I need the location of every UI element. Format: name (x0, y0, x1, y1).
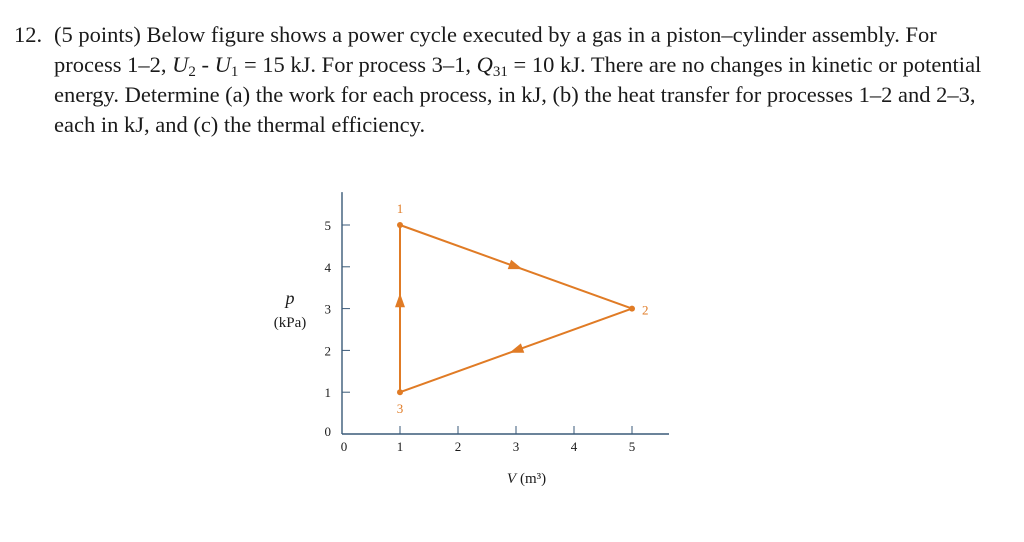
x-tick-label: 5 (628, 439, 636, 454)
axes (325, 192, 670, 454)
state-point-1 (397, 222, 403, 228)
y-axis-unit-label: (kPa) (273, 315, 307, 331)
y-axis-var-label: p (285, 288, 295, 308)
text-segment: a power cycle executed by a gas in a piston–cylinder assembly. For process 1–2, (54, 22, 937, 77)
state-label-2: 2 (642, 302, 649, 318)
x-tick-label: 1 (396, 439, 404, 454)
text-segment: = 10 kJ. There are no changes in kinetic or potential energy. Determine (a) the work for each process, in kJ, (b) the heat transfer for processes 1–2 and 2–3, each in kJ, and (c) the thermal efficiency. (54, 52, 982, 137)
x-tick-label: 4 (570, 439, 578, 454)
axis-labels (274, 288, 546, 487)
problem-lead: (5 points) Below figure shows (54, 22, 327, 47)
state-point-2 (629, 306, 635, 312)
process-arrow-3–1 (395, 293, 405, 307)
y-tick-label: 2 (324, 343, 331, 359)
y-tick-label: 3 (324, 301, 331, 317)
y-tick-label: 1 (324, 385, 331, 401)
var-u2: U (172, 52, 189, 77)
cycle-paths (395, 201, 649, 416)
y-tick-label: 4 (324, 259, 331, 275)
y-tick-label: 5 (324, 218, 331, 233)
x-axis-var-label: V (506, 471, 516, 487)
y-tick-label: 0 (324, 424, 331, 439)
state-label-1: 1 (396, 201, 404, 216)
process-arrow-2–3 (508, 343, 525, 357)
x-tick-label: 3 (512, 439, 520, 454)
sub-u2: 2 (188, 64, 196, 80)
text-segment: = 15 kJ. For process 3–1, (238, 52, 477, 77)
sub-q31: 31 (492, 64, 508, 80)
problem-number: 12. (14, 22, 43, 47)
process-arrow-1–2 (508, 260, 525, 274)
var-q31: Q (476, 52, 493, 77)
text-segment: - (195, 52, 215, 77)
state-point-3 (397, 389, 403, 395)
x-tick-label: 2 (454, 439, 462, 454)
x-tick-label: 0 (340, 439, 348, 454)
var-u1: U (214, 52, 231, 77)
sub-u1: 1 (230, 64, 239, 80)
x-axis-unit-label: (m³) (520, 471, 547, 487)
state-label-3: 3 (396, 401, 404, 417)
